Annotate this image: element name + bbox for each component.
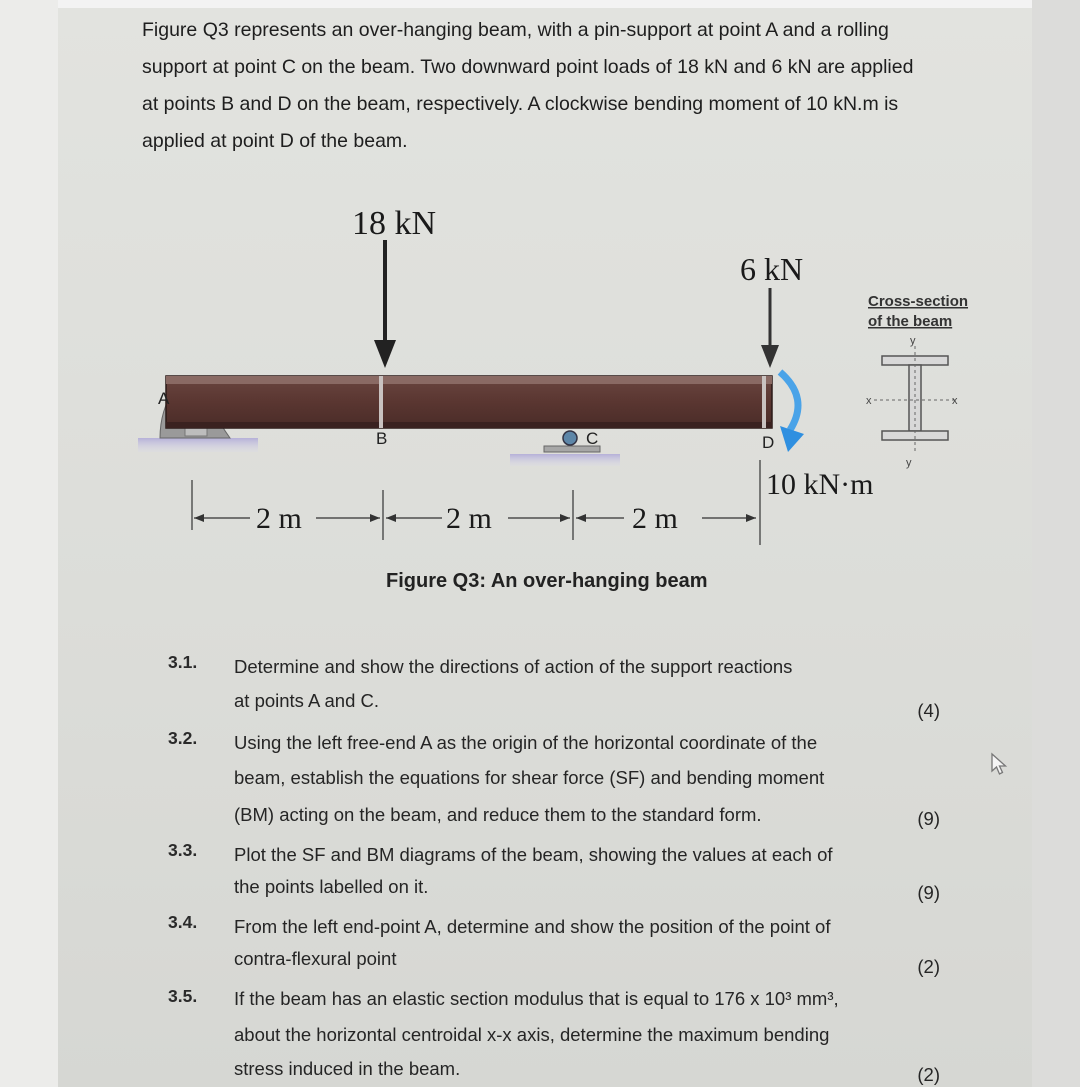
question-number: 3.1. [168,652,198,672]
beam [166,376,772,428]
question-marks: (2) [917,1064,940,1085]
question-text-line: stress induced in the beam. [234,1058,461,1079]
cross-section-title: Cross-section [868,293,969,310]
span-ab-label: 2 m [256,502,302,535]
section-axis-y-top: y [910,335,916,347]
section-axis-x-left: x [866,395,872,407]
mouse-pointer-icon [990,752,1008,776]
question-text-line: From the left end-point A, determine and show the position of the point of [234,916,831,937]
question-number: 3.2. [168,728,198,748]
question-marks: (4) [917,700,940,721]
load-18kn-label: 18 kN [352,205,437,242]
question-text-line: (BM) acting on the beam, and reduce them to the standard form. [234,804,762,825]
question-marks: (2) [917,956,940,977]
question-text-line: contra-flexural point [234,948,397,969]
moment-arrow [780,372,804,452]
load-6kn-label: 6 kN [740,251,804,287]
point-a-label: A [158,389,170,408]
span-bc-label: 2 m [446,502,492,535]
question-text-line: the points labelled on it. [234,876,429,897]
point-b-label: B [376,429,388,448]
question-number: 3.3. [168,840,198,860]
beam-figure [130,190,990,560]
question-text-line: Plot the SF and BM diagrams of the beam, showing the values at each of [234,844,833,865]
figure-caption: Figure Q3: An over-hanging beam [386,570,708,592]
section-axis-y-bottom: y [906,457,912,469]
section-axis-x-right: x [952,395,958,407]
moment-label: 10 kN·m [766,468,874,501]
cross-section-subtitle: of the beam [868,313,953,330]
i-beam-section [882,356,948,440]
point-c-label: C [586,429,599,448]
load-18kn-arrow [374,240,396,368]
question-marks: (9) [917,808,940,829]
question-number: 3.5. [168,986,198,1006]
question-text-line: Determine and show the directions of action of the support reactions [234,656,793,677]
problem-statement-line: Figure Q3 represents an over-hanging beam, with a pin-support at point A and a rolling [142,19,889,41]
span-cd-label: 2 m [632,502,678,535]
problem-statement-line: applied at point D of the beam. [142,130,408,152]
question-number: 3.4. [168,912,198,932]
question-text-line: beam, establish the equations for shear force (SF) and bending moment [234,767,825,788]
point-d-label: D [762,433,775,452]
screen-margin-left [0,0,58,1087]
load-6kn-arrow [761,288,779,368]
question-text-line: If the beam has an elastic section modulus that is equal to 176 x 10³ mm³, [234,988,839,1009]
question-text-line: Using the left free-end A as the origin of the horizontal coordinate of the [234,732,818,753]
screen-bezel-top [0,0,1080,8]
question-text-line: about the horizontal centroidal x-x axis, determine the maximum bending [234,1024,830,1045]
problem-statement-line: support at point C on the beam. Two downward point loads of 18 kN and 6 kN are applied [142,56,914,78]
question-text-line: at points A and C. [234,690,380,711]
screen-margin-right [1032,0,1080,1087]
problem-statement [142,12,1002,160]
problem-statement-line: at points B and D on the beam, respectively. A clockwise bending moment of 10 kN.m is [142,93,899,115]
roller-support-c [510,431,620,466]
question-marks: (9) [917,882,940,903]
